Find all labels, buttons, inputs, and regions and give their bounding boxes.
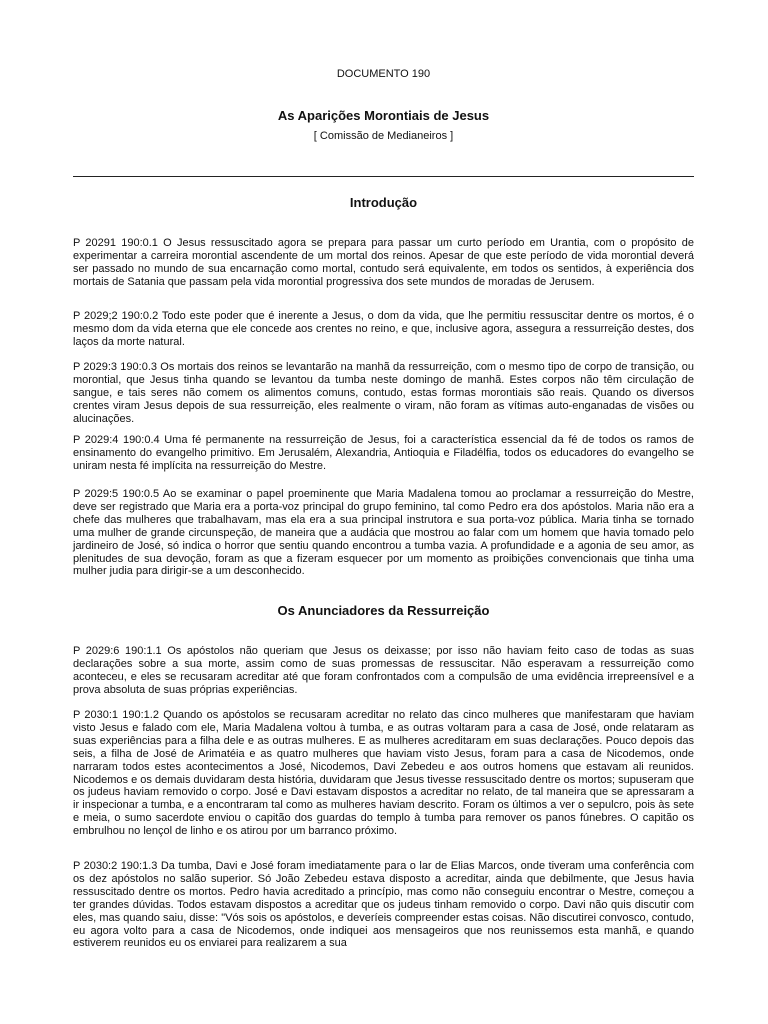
paragraph-190-1-3: P 2030:2 190:1.3 Da tumba, Davi e José foram imediatamente para o lar de Elias Marcos, onde tiveram uma conferência com os dez apóstolos no salão superior. Só João Zebedeu estava disposto a acreditar, ainda que debilmente, que Jesus havia ressuscitado dentre os mortos. Pedro havia acreditado a princípio, mas como não conseguiu encontrar o Mestre, começou a ter grandes dúvidas. Todos estavam dispostos a acreditar que os judeus tinham removido o corpo. Davi não quis discutir com eles, mas quando saiu, disse: "Vós sois os apóstolos, e deveríeis compreender estas coisas. Não discutirei convosco, contudo, eu agora volto para a casa de Nicodemos, onde indiquei aos mensageiros que nos reunissemos esta manhã, e quando estiverem reunidos eu os enviarei para realizarem a sua (73, 860, 694, 950)
paragraph-190-0-1: P 20291 190:0.1 O Jesus ressuscitado agora se prepara para passar um curto período em Urantia, com o propósito de experimentar a carreira morontial ascendente de um mortal dos reinos. Apesar de que este período de vida morontial deverá ser passado no mundo de sua encarnação como mortal, contudo será equivalente, em todos os sentidos, à experiência dos mortais de Satania que passam pela vida morontial progressiva dos sete mundos de moradas de Jerusem. (73, 237, 694, 288)
paragraph-190-1-1: P 2029:6 190:1.1 Os apóstolos não queriam que Jesus os deixasse; por isso não haviam feito caso de todas as suas declarações sobre a sua morte, assim como de suas promessas de ressuscitar. Não esperavam a ressurreição como aconteceu, e eles se recusaram acreditar até que foram confrontados com a compulsão de uma evidência irrepreensível e a prova absoluta de suas próprias experiências. (73, 645, 694, 696)
title-divider (73, 176, 694, 177)
document-subtitle: [ Comissão de Medianeiros ] (313, 130, 454, 142)
paragraph-190-0-2: P 2029;2 190:0.2 Todo este poder que é inerente a Jesus, o dom da vida, que lhe permitiu ressuscitar dentre os mortos, é o mesmo dom da vida eterna que ele concede aos crentes no reino, e que, inclusive agora, assegura a ressurreição destes, dos laços da morte natural. (73, 310, 694, 348)
section-heading-anunciadores: Os Anunciadores da Ressurreição (277, 603, 490, 618)
paragraph-190-0-5: P 2029:5 190:0.5 Ao se examinar o papel proeminente que Maria Madalena tomou ao proclamar a ressurreição do Mestre, deve ser registrado que Maria era a porta-voz principal do grupo feminino, tal como Pedro era dos apóstolos. Maria não era a chefe das mulheres que trabalhavam, mas ela era a sua principal instrutora e sua porta-voz pública. Maria tinha se tornado uma mulher de grande circunspeção, de maneira que a audácia que mostrou ao falar com um homem que havia tomado pelo jardineiro de José, só indica o horror que sentiu quando encontrou a tumba vazia. A profundidade e a agonia de seu amor, as plenitudes de sua devoção, foram as que a fizeram esquecer por um momento as proibições convencionais que tinha uma mulher judia para dirigir-se a um desconhecido. (73, 488, 694, 578)
paragraph-190-0-4: P 2029:4 190:0.4 Uma fé permanente na ressurreição de Jesus, foi a característica essencial da fé de todos os ramos de ensinamento do evangelho primitivo. Em Jerusalém, Alexandria, Antioquia e Filadélfia, todos os educadores do evangelho se uniram nesta fé implícita na ressurreição do Mestre. (73, 434, 694, 472)
document-number: DOCUMENTO 190 (336, 68, 431, 80)
paragraph-190-0-3: P 2029:3 190:0.3 Os mortais dos reinos se levantarão na manhã da ressurreição, com o mesmo tipo de corpo de transição, ou morontial, que Jesus tinha quando se levantou da tumba neste domingo de manhã. Estes corpos não têm circulação de sangue, e tais seres não comem os alimentos comuns, contudo, estas formas morontiais são reais. Quando os diversos crentes viram Jesus depois de sua ressurreição, eles realmente o viram, não foram as vítimas auto-enganadas de visões ou alucinações. (73, 361, 694, 425)
document-title: As Aparições Morontiais de Jesus (277, 108, 490, 123)
paragraph-190-1-2: P 2030:1 190:1.2 Quando os apóstolos se recusaram acreditar no relato das cinco mulheres que manifestaram que haviam visto Jesus e falado com ele, Maria Madalena voltou à tumba, e as outras voltaram para a casa de José, onde relataram as suas experiências para a filha dele e as outras mulheres. E as mulheres acreditaram em suas declarações. Pouco depois das seis, a filha de José de Arimatéia e as quatro mulheres que haviam visto Jesus, foram para a casa de Nicodemos, onde narraram todos estes acontecimentos a José, Nicodemos, Davi Zebedeu e aos outros homens que estavam ali reunidos. Nicodemos e os demais duvidaram desta história, duvidaram que Jesus tivesse ressuscitado dentre os mortos; supuseram que os judeus haviam removido o corpo. José e Davi estavam dispostos a acreditar no relato, de tal maneira que se apressaram a ir inspecionar a tumba, e a encontraram tal como as mulheres haviam descrito. Foram os últimos a ver o sepulcro, pois às sete e meia, o sumo sacerdote enviou o capitão dos guardas do templo à tumba para remover os panos fúnebres. O capitão os embrulhou no lençol de linho e os atirou por um barranco próximo. (73, 709, 694, 838)
section-heading-introducao: Introdução (349, 195, 418, 210)
